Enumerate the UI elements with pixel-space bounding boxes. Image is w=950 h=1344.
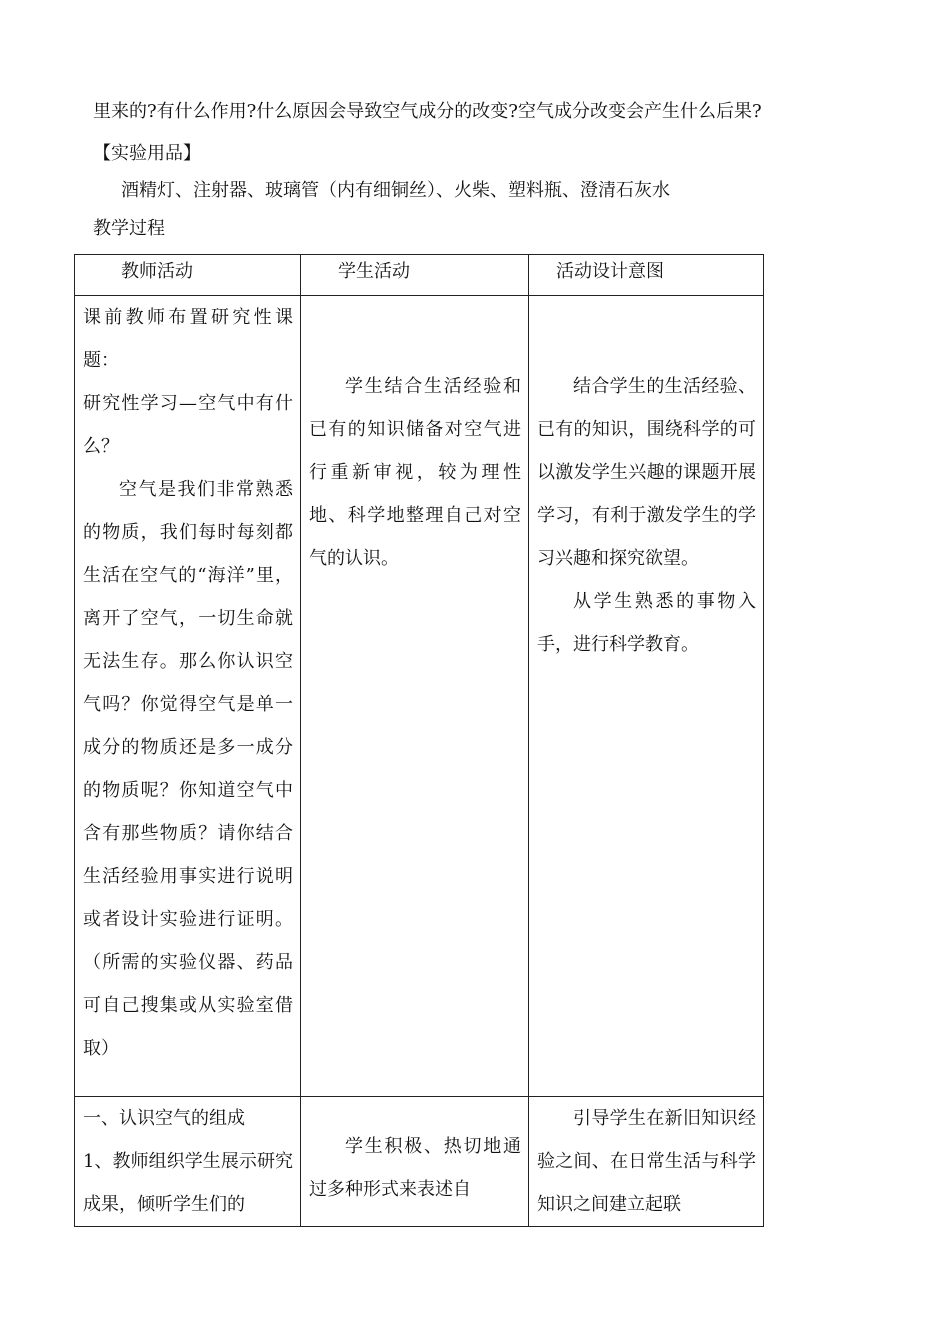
- teacher-paragraph: 空气是我们非常熟悉的物质，我们每时每刻都生活在空气的“海洋”里，离开了空气，一切生命就无法生存。那么你认识空气吗？你觉得空气是单一成分的物质还是多一成分的物质呢？你知道空气中含有那些物质？请你结合生活经验用事实进行说明或者设计实验进行证明。（所需的实验仪器、药品可自己搜集或从实验室借取）: [83, 479, 293, 1059]
- student-paragraph: 学生积极、热切地通过多种形式来表述自: [309, 1136, 521, 1200]
- student-paragraph: 学生结合生活经验和已有的知识储备对空气进行重新审视，较为理性地、科学地整理自己对空气的认识。: [309, 376, 521, 569]
- intent-paragraph: 结合学生的生活经验、已有的知识，围绕科学的可以激发学生兴趣的课题开展学习，有利于激发学生的学习兴趣和探究欲望。: [537, 376, 756, 569]
- student-activity-cell: [301, 1097, 529, 1227]
- teacher-paragraph: 课前教师布置研究性课题：: [83, 307, 293, 371]
- teaching-process-table: [74, 254, 764, 1227]
- teacher-activity-cell: [75, 296, 301, 1097]
- table-header-row: [75, 255, 764, 296]
- process-heading: 教学过程: [93, 218, 165, 239]
- header-teacher-activity: 教师活动: [75, 255, 301, 296]
- table-row: [75, 296, 764, 1097]
- teacher-activity-cell: [75, 1097, 301, 1227]
- intent-paragraph: 引导学生在新旧知识经验之间、在日常生活与科学知识之间建立起联: [537, 1108, 756, 1215]
- teacher-paragraph: 研究性学习—空气中有什么？: [83, 393, 293, 457]
- header-student-activity: 学生活动: [301, 255, 529, 296]
- materials-list: 酒精灯、注射器、玻璃管（内有细铜丝）、火柴、塑料瓶、澄清石灰水: [121, 180, 670, 201]
- materials-heading: 【实验用品】: [93, 143, 201, 164]
- intro-text-line: 里来的?有什么作用?什么原因会导致空气成分的改变?空气成分改变会产生什么后果?: [93, 101, 762, 122]
- table-row: [75, 1097, 764, 1227]
- student-activity-cell: [301, 296, 529, 1097]
- design-intent-cell: [529, 296, 764, 1097]
- teacher-paragraph: 1、教师组织学生展示研究成果，倾听学生们的: [83, 1151, 293, 1215]
- header-design-intent: 活动设计意图: [529, 255, 764, 296]
- design-intent-cell: [529, 1097, 764, 1227]
- intent-paragraph: 从学生熟悉的事物入手，进行科学教育。: [537, 591, 756, 655]
- teacher-paragraph: 一、认识空气的组成: [83, 1108, 245, 1129]
